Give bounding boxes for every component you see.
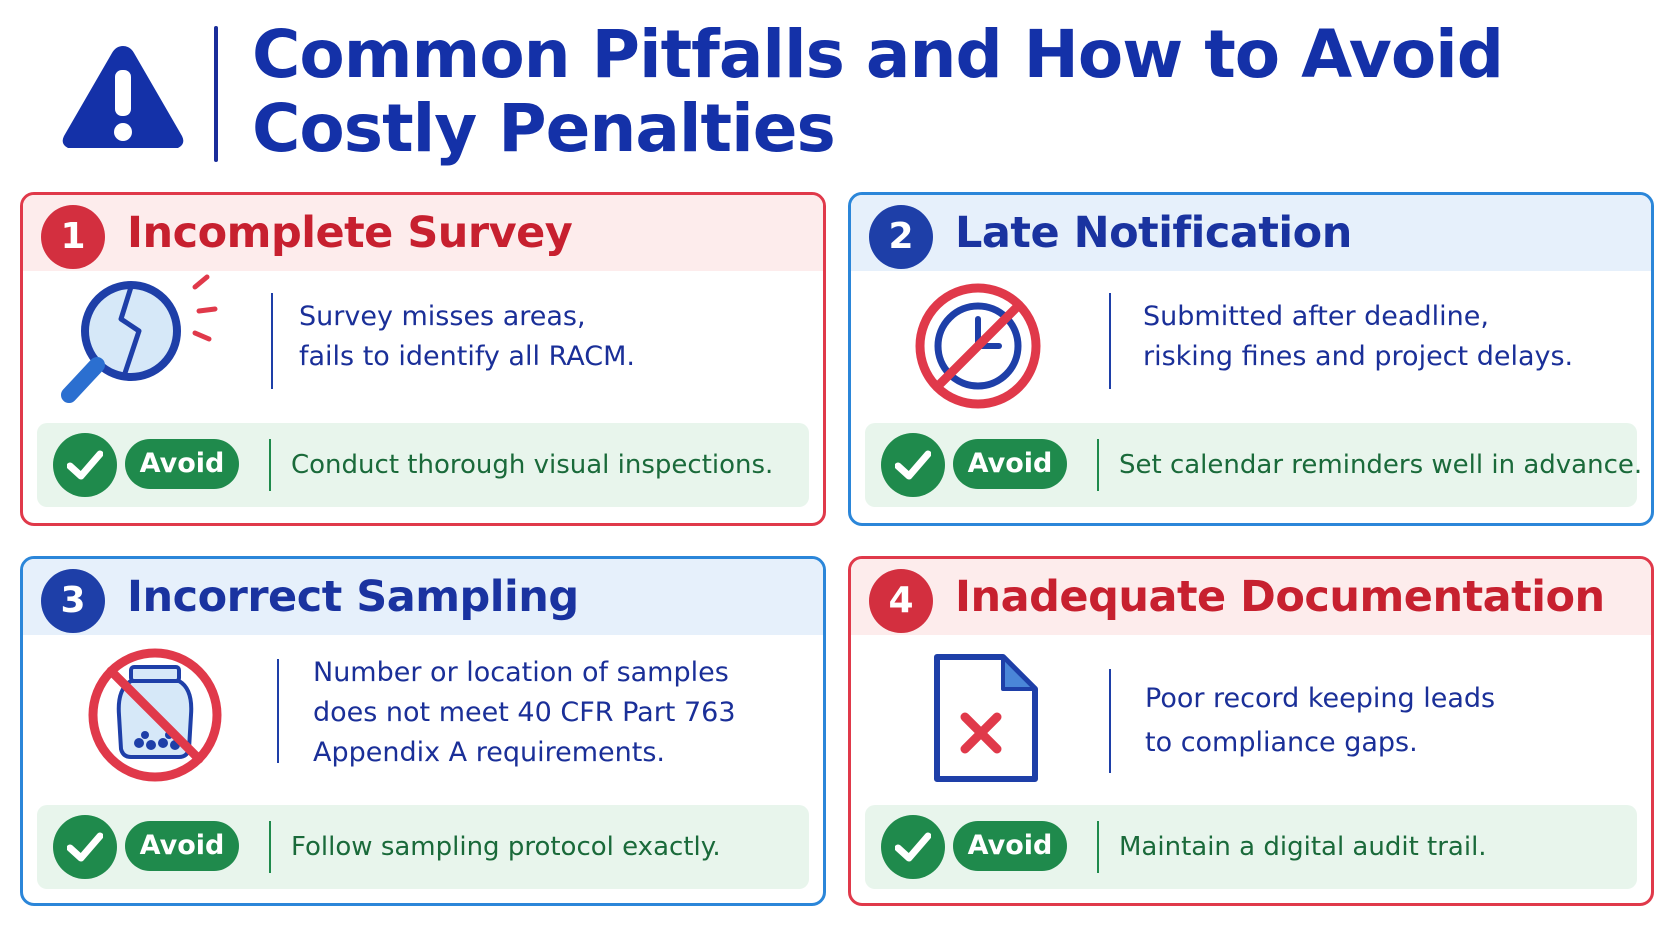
card-number-badge: 3	[41, 569, 105, 633]
avoid-tip	[37, 423, 809, 507]
avoid-divider	[1097, 821, 1099, 873]
avoid-text: Set calendar reminders well in advance.	[1119, 450, 1643, 480]
check-icon	[53, 433, 117, 497]
header	[0, 0, 1672, 175]
pitfall-card-late-notification	[848, 192, 1654, 526]
description-line: does not meet 40 CFR Part 763	[313, 697, 736, 728]
warning-triangle-icon	[58, 40, 188, 154]
description-line: Submitted after deadline,	[1143, 301, 1489, 332]
card-title: Incomplete Survey	[127, 208, 573, 258]
avoid-tip	[865, 423, 1643, 507]
description-line: risking fines and project delays.	[1143, 341, 1574, 372]
card-header	[23, 195, 823, 271]
avoid-text: Maintain a digital audit trail.	[1119, 832, 1487, 862]
description-line: Appendix A requirements.	[313, 737, 665, 768]
description-line: fails to identify all RACM.	[299, 341, 635, 372]
header-divider	[214, 26, 218, 162]
description-line: Survey misses areas,	[299, 301, 586, 332]
avoid-badge: Avoid	[125, 821, 239, 871]
avoid-divider	[269, 439, 271, 491]
avoid-divider	[1097, 439, 1099, 491]
document-x-icon	[931, 651, 1041, 785]
card-header	[851, 559, 1651, 635]
pitfall-card-inadequate-documentation	[848, 556, 1654, 906]
avoid-tip	[37, 805, 809, 889]
avoid-badge: Avoid	[953, 439, 1067, 489]
avoid-text: Conduct thorough visual inspections.	[291, 450, 774, 480]
magnifier-crack-icon	[59, 273, 229, 413]
avoid-text: Follow sampling protocol exactly.	[291, 832, 721, 862]
check-icon	[881, 433, 945, 497]
check-icon	[53, 815, 117, 879]
card-title: Inadequate Documentation	[955, 572, 1605, 622]
card-header	[23, 559, 823, 635]
description-line: Poor record keeping leads	[1145, 683, 1496, 714]
card-title: Late Notification	[955, 208, 1352, 258]
card-description	[1143, 297, 1573, 377]
check-icon	[881, 815, 945, 879]
card-number-badge: 1	[41, 205, 105, 269]
page-title: Common Pitfalls and How to Avoid Costly Penalties	[252, 16, 1504, 167]
avoid-badge: Avoid	[953, 821, 1067, 871]
sample-bag-prohibited-icon	[85, 645, 225, 785]
card-divider	[277, 659, 279, 763]
card-title: Incorrect Sampling	[127, 572, 579, 622]
avoid-badge: Avoid	[125, 439, 239, 489]
card-description	[299, 297, 635, 377]
card-divider	[1109, 669, 1111, 773]
card-description	[1145, 677, 1495, 765]
card-divider	[1109, 293, 1111, 389]
description-line: Number or location of samples	[313, 657, 729, 688]
avoid-tip	[865, 805, 1637, 889]
clock-prohibited-icon	[913, 281, 1043, 411]
avoid-divider	[269, 821, 271, 873]
card-number-badge: 2	[869, 205, 933, 269]
card-divider	[271, 293, 273, 389]
card-description	[313, 653, 736, 773]
pitfall-card-incomplete-survey	[20, 192, 826, 526]
card-number-badge: 4	[869, 569, 933, 633]
description-line: to compliance gaps.	[1145, 727, 1418, 758]
card-header	[851, 195, 1651, 271]
pitfall-card-incorrect-sampling	[20, 556, 826, 906]
